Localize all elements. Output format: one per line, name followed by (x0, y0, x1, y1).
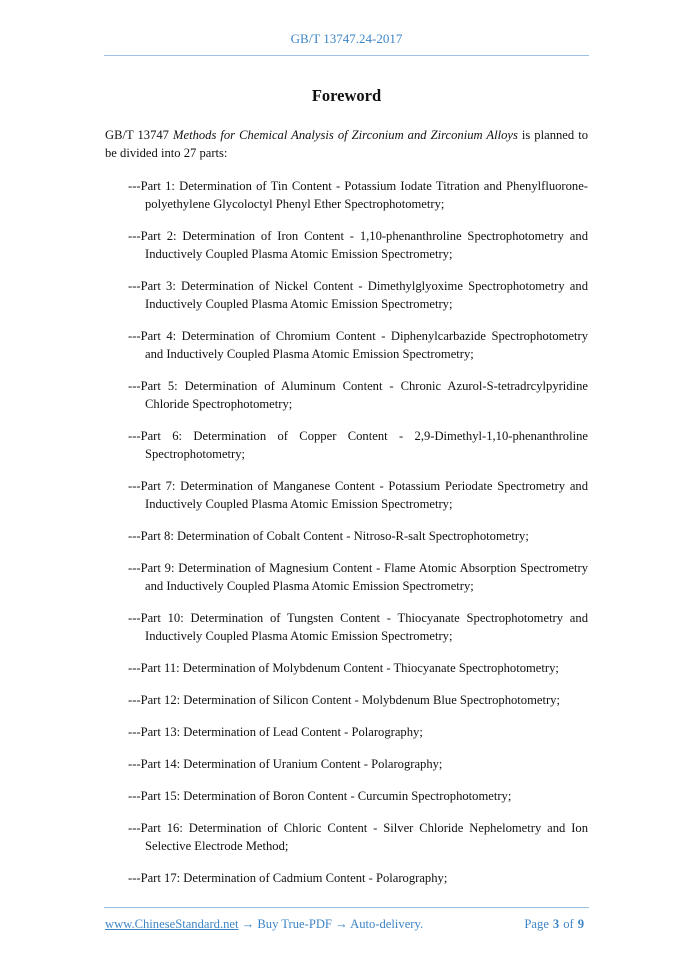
intro-suffix: is planned to be divided into 27 parts: (105, 128, 588, 160)
list-item: ---Part 2: Determination of Iron Content - 1,10-phenanthroline Spectrophotometry and Inductively Coupled Plasma Atomic Emission Spectrometry; (128, 229, 588, 261)
list-item: ---Part 17: Determination of Cadmium Content - Polarography; (128, 871, 448, 885)
list-item: ---Part 10: Determination of Tungsten Content - Thiocyanate Spectrophotometry and Inductively Coupled Plasma Atomic Emission Spectrometry; (128, 611, 588, 643)
website-link[interactable]: www.ChineseStandard.net (105, 917, 239, 931)
list-item: ---Part 9: Determination of Magnesium Content - Flame Atomic Absorption Spectrometry and Inductively Coupled Plasma Atomic Emission Spectrometry; (128, 561, 588, 593)
page-number: 3 (552, 917, 560, 931)
list-item: ---Part 14: Determination of Uranium Content - Polarography; (128, 757, 443, 771)
list-item: ---Part 1: Determination of Tin Content - Potassium Iodate Titration and Phenylfluorone-polyethylene Glycoloctyl Phenyl Ether Spectrophotometry; (128, 179, 588, 211)
page-title: Foreword (311, 86, 382, 105)
footer-divider (104, 907, 589, 908)
list-item: ---Part 15: Determination of Boron Content - Curcumin Spectrophotometry; (128, 789, 512, 803)
footer-text: → Buy True-PDF → Auto-delivery. (238, 917, 424, 931)
page-total: 9 (577, 917, 584, 931)
document-id-header: GB/T 13747.24-2017 (290, 31, 403, 46)
list-item: ---Part 4: Determination of Chromium Content - Diphenylcarbazide Spectrophotometry and Inductively Coupled Plasma Atomic Emission Spectrometry; (128, 329, 588, 361)
intro-paragraph (105, 126, 588, 162)
header-divider (104, 55, 589, 56)
list-item: ---Part 6: Determination of Copper Content - 2,9-Dimethyl-1,10-phenanthroline Spectrophotometry; (128, 429, 588, 461)
list-item: ---Part 11: Determination of Molybdenum Content - Thiocyanate Spectrophotometry; (128, 661, 559, 675)
standard-title: Methods for Chemical Analysis of Zirconium and Zirconium Alloys (172, 128, 518, 142)
page-indicator (524, 917, 588, 932)
of-label: of (563, 917, 574, 931)
list-item: ---Part 5: Determination of Aluminum Content - Chronic Azurol-S-tetradrcylpyridine Chloride Spectrophotometry; (128, 379, 588, 411)
list-item: ---Part 3: Determination of Nickel Content - Dimethylglyoxime Spectrophotometry and Inductively Coupled Plasma Atomic Emission Spectrometry; (128, 279, 588, 311)
list-item: ---Part 12: Determination of Silicon Content - Molybdenum Blue Spectrophotometry; (128, 693, 560, 707)
list-item: ---Part 7: Determination of Manganese Content - Potassium Periodate Spectrometry and Inductively Coupled Plasma Atomic Emission Spectrometry; (128, 479, 588, 511)
list-item: ---Part 8: Determination of Cobalt Content - Nitroso-R-salt Spectrophotometry; (128, 529, 529, 543)
list-item: ---Part 13: Determination of Lead Content - Polarography; (128, 725, 423, 739)
page-label: Page (524, 917, 549, 931)
parts-list (128, 177, 588, 901)
footer (105, 917, 588, 932)
list-item: ---Part 16: Determination of Chloric Content - Silver Chloride Nephelometry and Ion Selective Electrode Method; (128, 821, 588, 853)
intro-prefix: GB/T 13747 (105, 128, 173, 142)
